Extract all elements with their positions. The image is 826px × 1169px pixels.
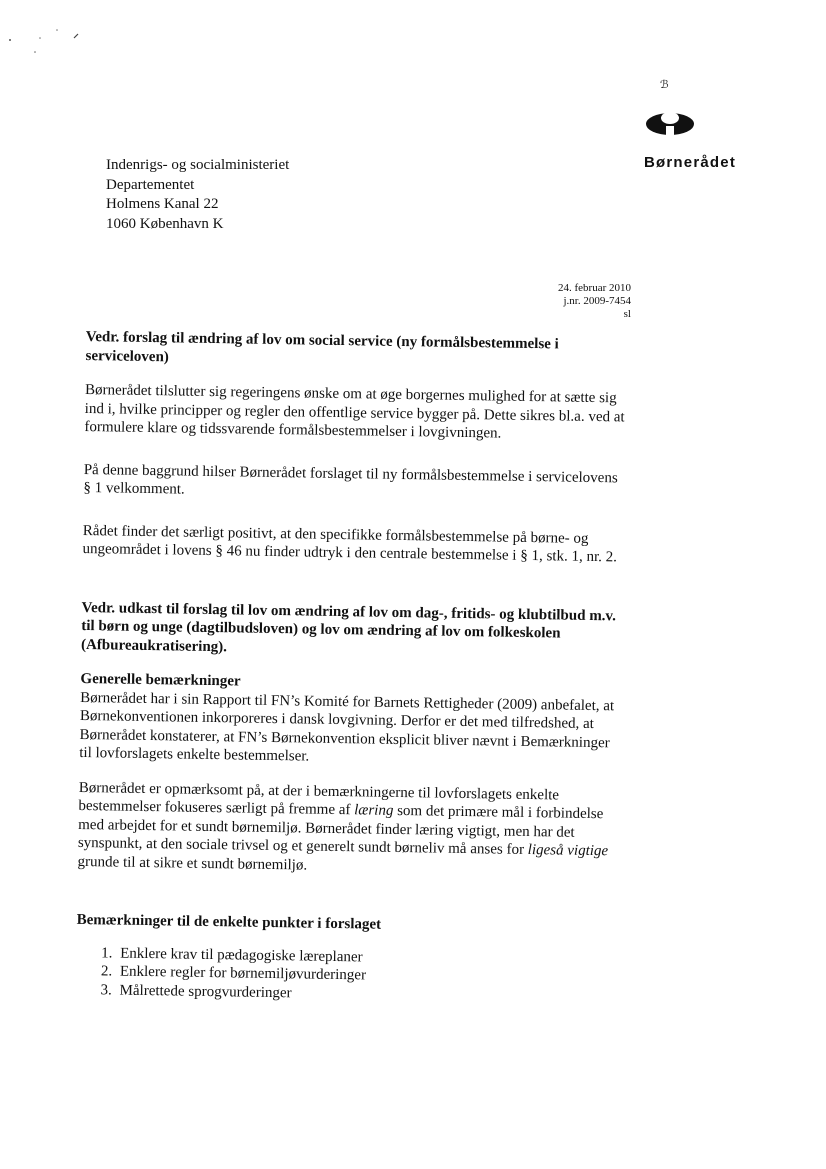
letter-date: 24. februar 2010: [557, 282, 631, 294]
section2-heading: Vedr. udkast til forslag til lov om ændring af lov om dag-, fritids- og klubtilbud m.v. til børn og unge (dagtilbudsloven) og lov om ændring af lov om folkeskolen (Afbureaukratisering).: [80, 599, 617, 655]
section2-subheading: Generelle bemærkninger: [80, 670, 241, 690]
paragraph-text: som det primære mål i forbindelse med arbejdet for et sundt børnemiljø. Børnerådet finder læring vigtigt, men har det synspunkt, at den sociale trivsel og et generelt sundt børneliv må anses for: [77, 802, 604, 859]
section1-paragraph: Børnerådet tilslutter sig regeringens ønske om at øge borgernes mulighed for at sætte sig ind i, hvilke principper og regler den offentlige service bygger på. Dette sikres bl.a. ved at formulere klare og tidssvarende formålsbestemmelser i lovgivningen.: [84, 381, 625, 442]
scan-specks: [0, 0, 120, 60]
recipient-address: [106, 156, 289, 234]
sender-initials: sl: [623, 308, 631, 320]
paragraph-text: grunde til at sikre et sundt børnemiljø.: [77, 853, 308, 874]
numbered-list: [75, 943, 616, 1007]
section3-heading: Bemærkninger til de enkelte punkter i forslaget: [76, 911, 382, 933]
list-item: 2. Enklere regler for børnemiljøvurderinger: [116, 963, 616, 989]
sender-logo: [636, 72, 800, 172]
section1-paragraph: Rådet finder det særligt positivt, at den specifikke formålsbestemmelse på børne- og ungeområdet i lovens § 46 nu finder udtryk i den centrale bestemmelse i § 1, stk. 1, nr. 2.: [82, 522, 618, 566]
emphasis-text: læring: [354, 802, 394, 819]
letter-meta: [558, 282, 631, 321]
letter-body: [75, 328, 625, 1007]
emphasis-text: ligeså vigtige: [527, 842, 609, 860]
logo-name: Børnerådet: [644, 154, 737, 171]
list-item: 1. Enklere krav til pædagogiske læreplaner: [116, 944, 616, 970]
journal-number: j.nr. 2009-7454: [563, 295, 631, 307]
section1-paragraph: På denne baggrund hilser Børnerådet forslaget til ny formålsbestemmelse i servicelovens § 1 velkomment.: [83, 461, 618, 498]
svg-text:ℬ: ℬ: [660, 78, 669, 91]
recipient-line: Departementet: [106, 176, 195, 193]
section2-paragraph: Børnerådet har i sin Rapport til FN’s Komité for Barnets Rettigheder (2009) anbefalet, at Børnekonventionen inkorporeres i dansk lovgivning. Derfor er det med tilfredshed, at Børnerådet konstaterer, at FN’s Børnekonvention eksplicit bliver nævnt i Bemærkninger til lovforslagets enkelte bestemmelser.: [79, 689, 615, 765]
recipient-line: 1060 København K: [106, 215, 224, 232]
section1-heading: Vedr. forslag til ændring af lov om social service (ny formålsbestemmelse i serviceloven): [85, 328, 559, 365]
list-item: 3. Målrettede sprogvurderinger: [115, 981, 615, 1007]
recipient-line: Indenrigs- og socialministeriet: [106, 157, 290, 173]
recipient-line: Holmens Kanal 22: [106, 196, 219, 212]
paragraph-text: Børnerådet er opmærksomt på, at der i bemærkningerne til lovforslagets enkelte bestemmelser fokuseres særligt på fremme af: [78, 779, 560, 819]
section2-paragraph: [77, 778, 618, 879]
borneraadet-logo-icon: [636, 72, 706, 142]
